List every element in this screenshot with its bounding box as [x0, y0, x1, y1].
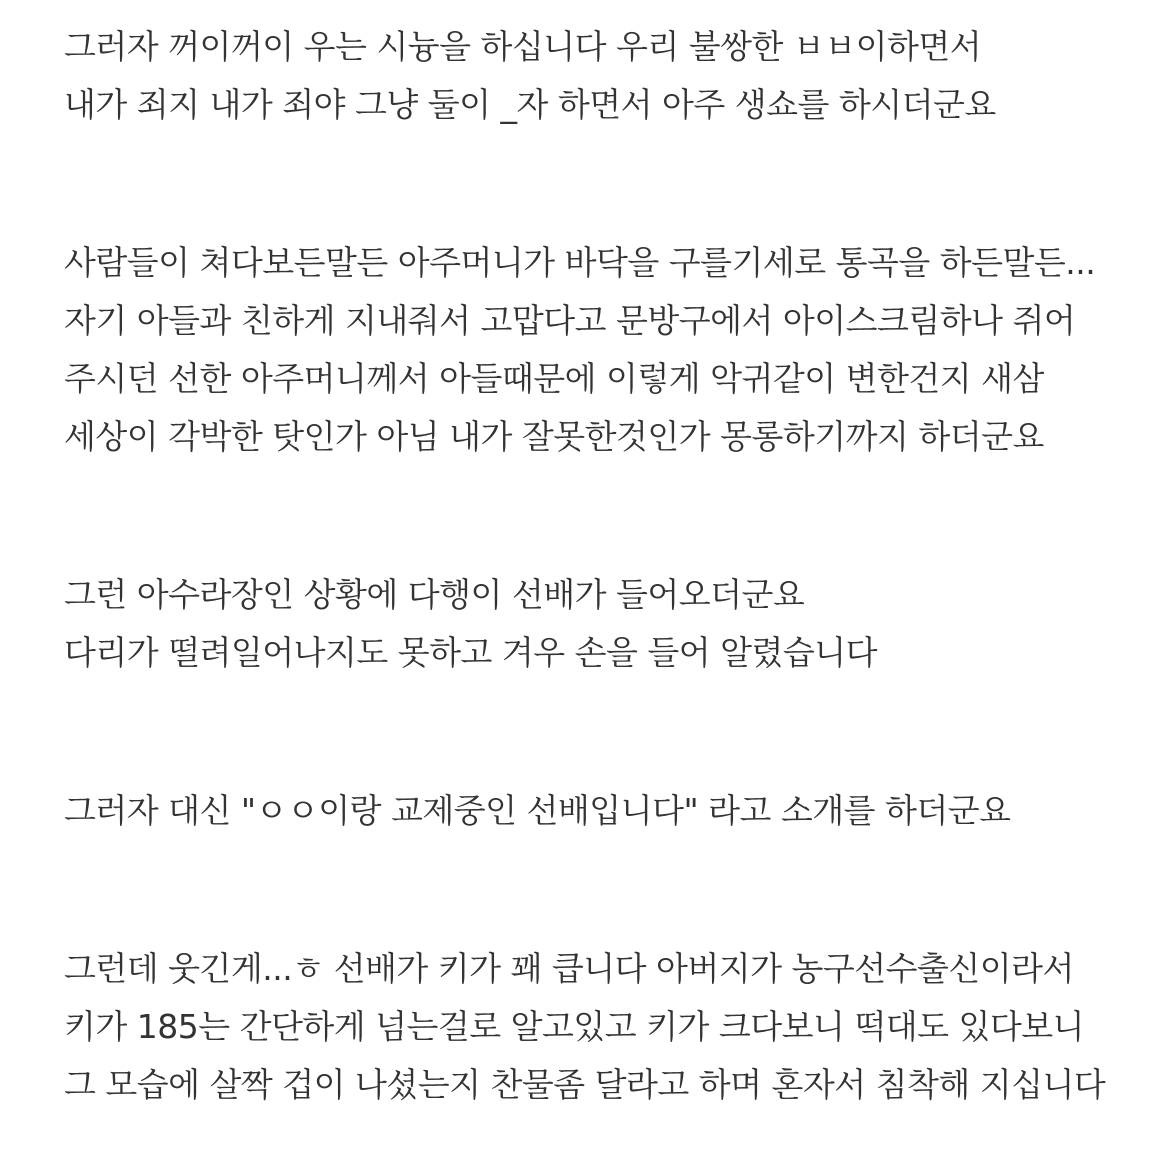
paragraph-3: [64, 566, 1154, 682]
text-line: 주시던 선한 아주머니께서 아들때문에 이렇게 악귀같이 변한건지 새삼: [64, 359, 1044, 398]
text-line: 자기 아들과 친하게 지내줘서 고맙다고 문방구에서 아이스크림하나 쥐어: [64, 301, 1076, 340]
text-line: 그 모습에 살짝 겁이 나셨는지 찬물좀 달라고 하며 혼자서 침착해 지십니다: [64, 1065, 1106, 1104]
text-line: 그런 아수라장인 상황에 다행이 선배가 들어오더군요: [64, 575, 805, 614]
paragraph-5: [64, 940, 1154, 1114]
text-line: 그런데 웃긴게...ㅎ 선배가 키가 꽤 큽니다 아버지가 농구선수출신이라서: [64, 949, 1074, 988]
paragraph-1: [64, 18, 1154, 134]
text-line: 내가 죄지 내가 죄야 그냥 둘이 _자 하면서 아주 생쇼를 하시더군요: [64, 85, 996, 124]
article-body: [64, 18, 1154, 1114]
text-line: 다리가 떨려일어나지도 못하고 겨우 손을 들어 알렸습니다: [64, 633, 878, 672]
text-line: 키가 185는 간단하게 넘는걸로 알고있고 키가 크다보니 떡대도 있다보니: [64, 1007, 1084, 1046]
text-line: 세상이 각박한 탓인가 아님 내가 잘못한것인가 몽롱하기까지 하더군요: [64, 417, 1044, 456]
paragraph-2: [64, 234, 1154, 466]
text-line: 그러자 대신 "ㅇㅇ이랑 교제중인 선배입니다" 라고 소개를 하더군요: [64, 791, 1011, 830]
text-line: 그러자 꺼이꺼이 우는 시늉을 하십니다 우리 불쌍한 ㅂㅂ이하면서: [64, 27, 982, 66]
text-line: 사람들이 쳐다보든말든 아주머니가 바닥을 구를기세로 통곡을 하든말든...: [64, 243, 1096, 282]
paragraph-4: [64, 782, 1154, 840]
